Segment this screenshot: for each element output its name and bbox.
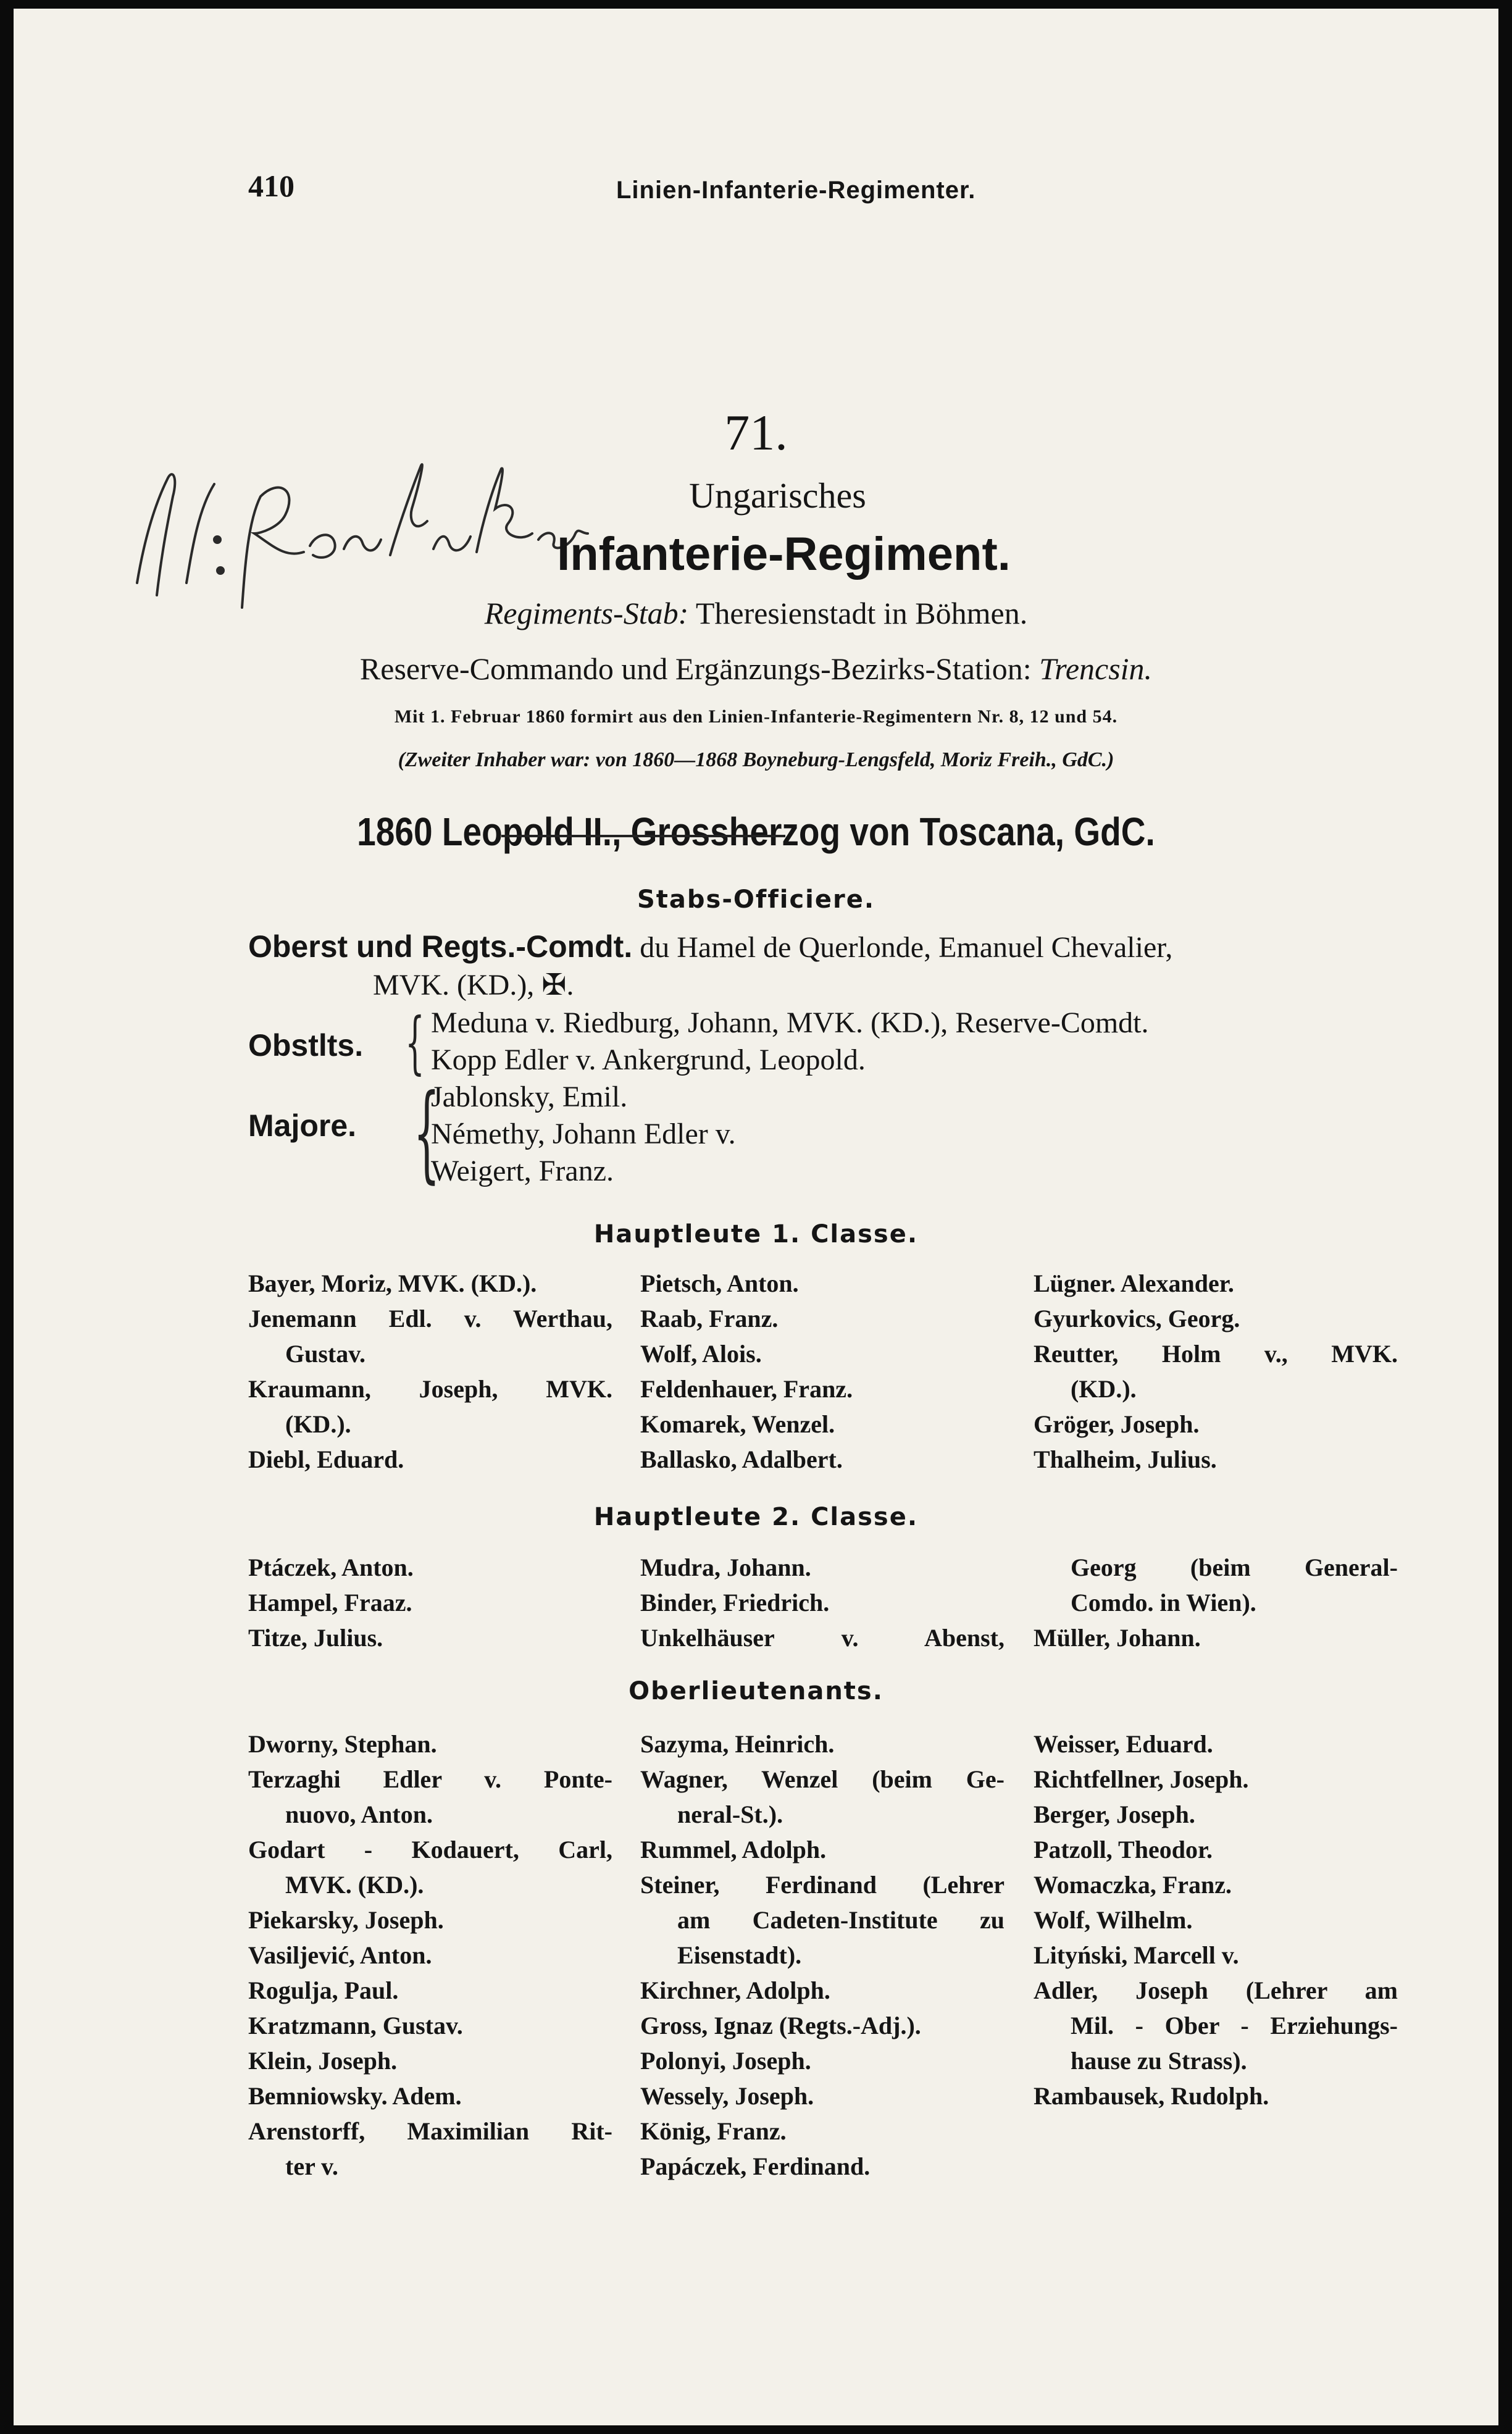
officer-entry: Richtfellner, Joseph. (1034, 1765, 1249, 1793)
officer-entry: Kraumann, Joseph, MVK. (248, 1375, 612, 1403)
officer-entry: Ballasko, Adalbert. (640, 1445, 843, 1473)
officer-entry: Gyurkovics, Georg. (1034, 1305, 1240, 1332)
obstlt-entry: Kopp Edler v. Ankergrund, Leopold. (431, 1043, 866, 1076)
officer-entry: Müller, Johann. (1034, 1624, 1201, 1652)
officer-entry: Kratzmann, Gustav. (248, 2012, 463, 2039)
oberst-name: du Hamel de Querlonde, Emanuel Chevalier, (632, 931, 1173, 964)
officer-entry: Lügner. Alexander. (1034, 1269, 1234, 1297)
major-entry: Weigert, Franz. (431, 1155, 614, 1187)
officer-entry: Papáczek, Ferdinand. (640, 2152, 871, 2180)
officer-entry-cont: Gustav. (285, 1340, 366, 1368)
regiment-owner: 1860 Leopold II., Grossherzog von Toscana, GdC. (357, 809, 1155, 854)
officer-entry: Polonyi, Joseph. (640, 2047, 811, 2075)
officer-entry: Ptáczek, Anton. (248, 1554, 414, 1581)
officer-entry-cont: hause zu Strass). (1071, 2047, 1247, 2075)
officer-entry-cont: neral-St.). (677, 1800, 783, 1828)
officer-entry: Raab, Franz. (640, 1305, 779, 1332)
officer-entry: Womaczka, Franz. (1034, 1871, 1232, 1899)
officer-entry: Pietsch, Anton. (640, 1269, 799, 1297)
officer-entry: Feldenhauer, Franz. (640, 1375, 853, 1403)
officer-entry-cont: ter v. (285, 2152, 338, 2180)
officer-entry: Adler, Joseph (Lehrer am (1034, 1976, 1398, 2004)
second-owner-note: (Zweiter Inhaber war: von 1860—1868 Boyneburg-Lengsfeld, Moriz Freih., GdC.) (398, 748, 1114, 771)
oberlieutenants-column-1 (248, 1726, 612, 2184)
officer-entry: Wolf, Wilhelm. (1034, 1906, 1193, 1934)
officer-entry-cont: Mil. - Ober - Erziehungs- (1071, 2012, 1398, 2039)
hauptleute-1-column-3 (1034, 1266, 1398, 1477)
officer-entry: Lityński, Marcell v. (1034, 1941, 1239, 1969)
oberlieutenants-column-3 (1034, 1726, 1398, 2114)
officer-entry: Reutter, Holm v., MVK. (1034, 1340, 1398, 1368)
officer-entry: Wessely, Joseph. (640, 2082, 814, 2110)
officer-entry: Mudra, Johann. (640, 1554, 811, 1581)
reserve-commando-line (14, 651, 1498, 687)
regiment-title: Infanterie-Regiment. (557, 528, 1011, 580)
brace: { (405, 1003, 425, 1082)
oberst-continuation: MVK. (KD.), ✠. (373, 969, 574, 1002)
officer-entry: Jenemann Edl. v. Werthau, (248, 1305, 612, 1332)
officer-entry-cont: Comdo. in Wien). (1071, 1589, 1256, 1616)
rank-label-oberst: Oberst und Regts.-Comdt. (248, 929, 633, 964)
formation-note: Mit 1. Februar 1860 formirt aus den Linien-Infanterie-Regimentern Nr. 8, 12 und 54. (394, 706, 1118, 727)
officer-entry: Arenstorff, Maximilian Rit- (248, 2117, 612, 2145)
oberst-row (248, 929, 1172, 964)
officer-entry: Sazyma, Heinrich. (640, 1730, 835, 1758)
officer-entry: Thalheim, Julius. (1034, 1445, 1217, 1473)
officer-entry: Binder, Friedrich. (640, 1589, 830, 1616)
officer-entry: Berger, Joseph. (1034, 1800, 1195, 1828)
rank-label-obstlts: Obstlts. (248, 1028, 364, 1063)
officer-entry: Komarek, Wenzel. (640, 1410, 835, 1438)
hauptleute-1-column-1 (248, 1266, 612, 1477)
section-heading-stabs-officiere: Stabs-Officiere. (637, 885, 875, 914)
officer-entry: Dworny, Stephan. (248, 1730, 437, 1758)
officer-entry: Gröger, Joseph. (1034, 1410, 1200, 1438)
hauptleute-2-column-1 (248, 1550, 612, 1655)
section-heading-hauptleute-1: Hauptleute 1. Classe. (593, 1220, 919, 1248)
hauptleute-2-column-3 (1034, 1550, 1398, 1655)
reserve-label: Reserve-Commando und Ergänzungs-Bezirks-Station: (359, 651, 1040, 686)
regiment-number: 71. (724, 404, 788, 461)
officer-entry: Terzaghi Edler v. Ponte- (248, 1765, 612, 1793)
officer-entry-cont: MVK. (KD.). (285, 1871, 424, 1899)
officer-entry: Wagner, Wenzel (beim Ge- (640, 1765, 1005, 1793)
running-head-title: Linien-Infanterie-Regimenter. (616, 177, 976, 204)
brace: { (413, 1072, 440, 1194)
officer-entry: Hampel, Fraaz. (248, 1589, 412, 1616)
officer-entry-cont: (KD.). (1071, 1375, 1137, 1403)
officer-entry: Rogulja, Paul. (248, 1976, 399, 2004)
officer-entry: Bemniowsky. Adem. (248, 2082, 462, 2110)
major-entry: Némethy, Johann Edler v. (431, 1118, 736, 1150)
regiments-stab-line (14, 595, 1498, 631)
rank-label-majore: Majore. (248, 1108, 357, 1143)
reserve-value: Trencsin. (1039, 651, 1153, 686)
section-heading-hauptleute-2: Hauptleute 2. Classe. (593, 1503, 919, 1531)
regiment-subtitle: Ungarisches (689, 475, 866, 516)
hauptleute-2-column-2 (640, 1550, 1005, 1655)
officer-entry-cont: nuovo, Anton. (285, 1800, 433, 1828)
document-page (14, 9, 1498, 2425)
pen-strikethrough (501, 835, 785, 837)
officer-entry-cont: am Cadeten-Institute zu (677, 1906, 1005, 1934)
officer-entry: Bayer, Moriz, MVK. (KD.). (248, 1269, 537, 1297)
officer-entry: Gross, Ignaz (Regts.-Adj.). (640, 2012, 921, 2039)
officer-entry: Piekarsky, Joseph. (248, 1906, 444, 1934)
officer-entry: Wolf, Alois. (640, 1340, 762, 1368)
section-heading-oberlieutenants: Oberlieutenants. (629, 1677, 883, 1705)
hauptleute-1-column-2 (640, 1266, 1005, 1477)
officer-entry: Weisser, Eduard. (1034, 1730, 1213, 1758)
stab-value: Theresienstadt in Böhmen. (688, 596, 1028, 630)
officer-entry: Patzoll, Theodor. (1034, 1836, 1213, 1863)
officer-entry-cont: Eisenstadt). (677, 1941, 802, 1969)
officer-entry: Unkelhäuser v. Abenst, (640, 1624, 1005, 1652)
officer-entry: Klein, Joseph. (248, 2047, 398, 2075)
officer-entry: Vasiljević, Anton. (248, 1941, 432, 1969)
officer-entry: Godart - Kodauert, Carl, (248, 1836, 612, 1863)
oberlieutenants-column-2 (640, 1726, 1005, 2184)
officer-entry: Diebl, Eduard. (248, 1445, 404, 1473)
officer-entry: Rambausek, Rudolph. (1034, 2082, 1269, 2110)
obstlt-entry: Meduna v. Riedburg, Johann, MVK. (KD.), Reserve-Comdt. (431, 1006, 1149, 1039)
stab-label: Regiments-Stab: (484, 596, 689, 630)
officer-entry: Rummel, Adolph. (640, 1836, 827, 1863)
page-number: 410 (248, 169, 294, 203)
officer-entry: Kirchner, Adolph. (640, 1976, 830, 2004)
officer-entry-cont: Georg (beim General- (1071, 1554, 1398, 1581)
major-entry: Jablonsky, Emil. (431, 1081, 628, 1113)
officer-entry-cont: (KD.). (285, 1410, 351, 1438)
officer-entry: König, Franz. (640, 2117, 787, 2145)
officer-entry: Steiner, Ferdinand (Lehrer (640, 1871, 1005, 1899)
officer-entry: Titze, Julius. (248, 1624, 383, 1652)
